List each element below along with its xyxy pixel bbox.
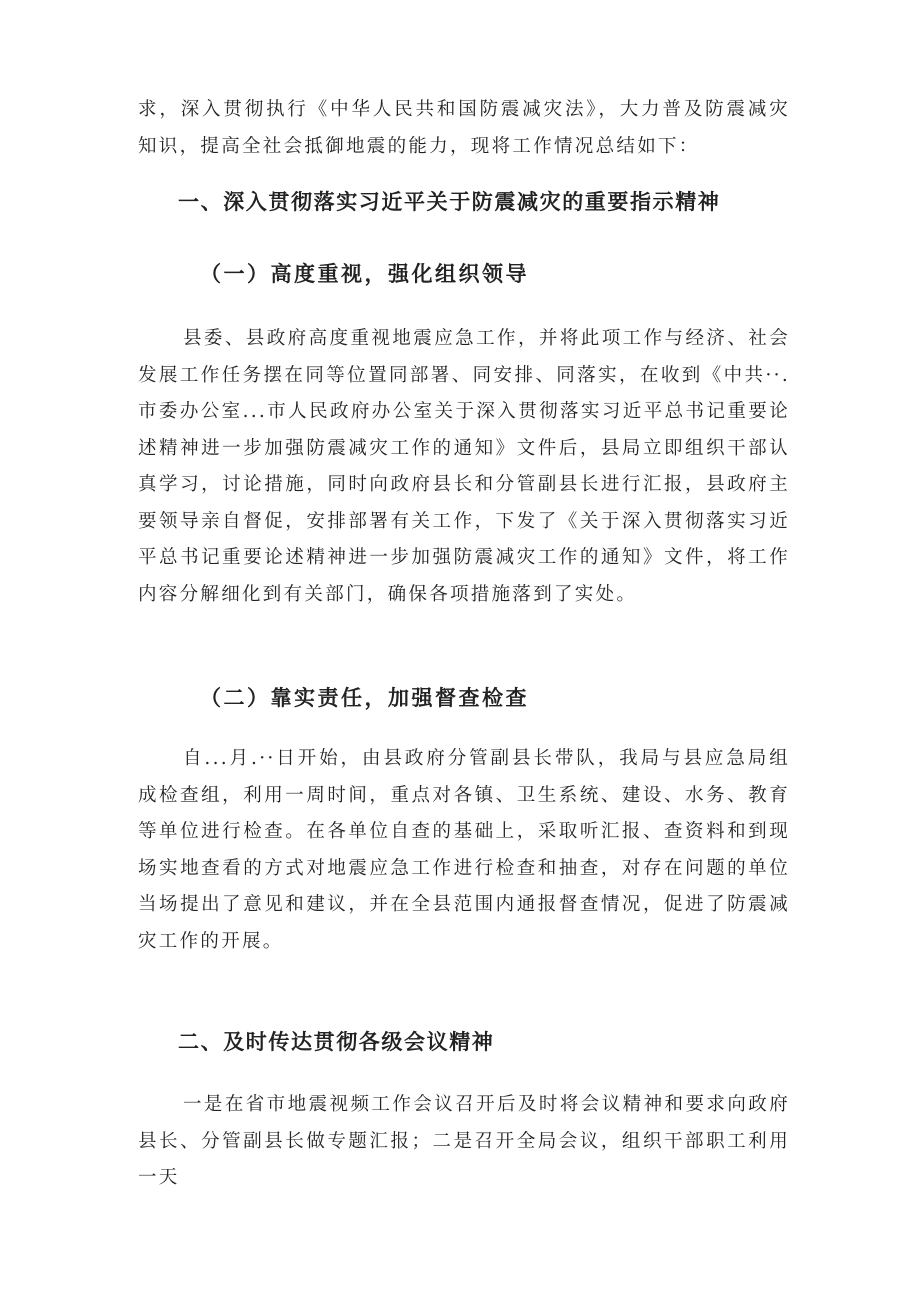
subsection-1-heading: （一）高度重视，强化组织领导 [200, 261, 529, 286]
section-1-heading: 一、深入贯彻落实习近平关于防震减灾的重要指示精神 [178, 190, 721, 214]
section-2-body: 一是在省市地震视频工作会议召开后及时将会议精神和要求向政府县长、分管副县长做专题汇报；二是召开全局会议，组织干部职工利用一天 [138, 1094, 790, 1188]
subsection-1-body: 县委、县政府高度重视地震应急工作，并将此项工作与经济、社会发展工作任务摆在同等位置同部署、同安排、同落实，在收到《中共··.市委办公室...市人民政府办公室关于深入贯彻落实习近平总书记重要论述精神进一步加强防震减灾工作的通知》文件后，县局立即组织干部认真学习，讨论措施，同时向政府县长和分管副县长进行汇报，县政府主要领导亲自督促，安排部署有关工作，下发了《关于深入贯彻落实习近平总书记重要论述精神进一步加强防震减灾工作的通知》文件，将工作内容分解细化到有关部门，确保各项措施落到了实处。 [138, 328, 790, 605]
section-2-heading: 二、及时传达贯彻各级会议精神 [178, 1030, 495, 1054]
subsection-2-body: 自...月.··日开始，由县政府分管副县长带队，我局与县应急局组成检查组，利用一周时间，重点对各镇、卫生系统、建设、水务、教育等单位进行检查。在各单位自查的基础上，采取听汇报、查资料和到现场实地查看的方式对地震应急工作进行检查和抽查，对存在问题的单位当场提出了意见和建议，并在全县范围内通报督查情况，促进了防震减灾工作的开展。 [138, 748, 790, 952]
intro-paragraph: 求，深入贯彻执行《中华人民共和国防震减灾法》，大力普及防震减灾知识，提高全社会抵御地震的能力，现将工作情况总结如下： [138, 99, 790, 157]
subsection-2-heading: （二）靠实责任，加强督查检查 [200, 685, 529, 710]
